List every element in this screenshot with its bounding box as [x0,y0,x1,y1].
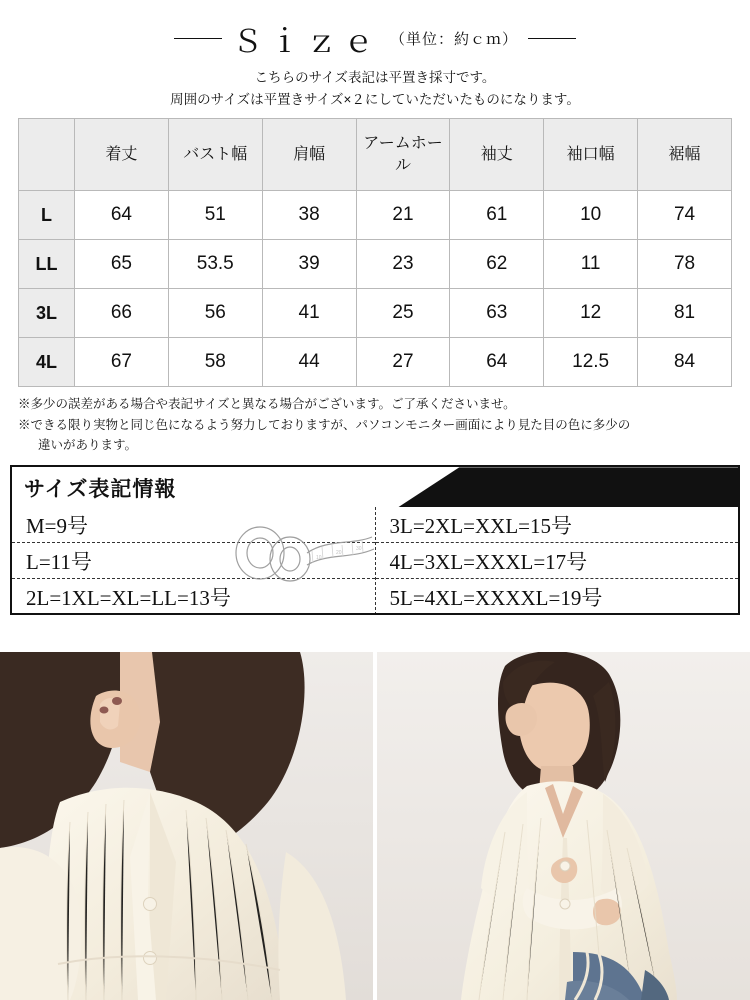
photo-model-closeup[interactable] [0,652,373,1000]
notation-column-left [12,507,376,615]
table-header-row [19,119,732,191]
row-header-size: 4L [19,338,75,387]
cell-armhole: 25 [356,289,450,338]
cell-cuff: 10 [544,191,638,240]
list-item: L=11号 [12,543,375,579]
notation-column-right [376,507,739,615]
cell-cuff: 11 [544,240,638,289]
col-header-corner [19,119,75,191]
table-row [19,289,732,338]
cell-cuff: 12.5 [544,338,638,387]
cell-length: 64 [75,191,169,240]
cell-armhole: 23 [356,240,450,289]
title-rule-right [528,38,576,39]
size-notation-body [12,507,738,615]
cell-sleeve: 63 [450,289,544,338]
svg-text:10: 10 [316,555,322,562]
row-header-size: LL [19,240,75,289]
col-header-bust: バスト幅 [168,119,262,191]
cell-sleeve: 64 [450,338,544,387]
row-header-size: 3L [19,289,75,338]
cell-shoulder: 39 [262,240,356,289]
cell-shoulder: 44 [262,338,356,387]
size-notation-title: サイズ表記情報 [24,477,177,502]
svg-text:20: 20 [336,550,342,557]
cell-bust: 58 [168,338,262,387]
svg-text:30: 30 [356,546,362,553]
title-rule-left [174,38,222,39]
size-notation-header [12,467,738,507]
cell-length: 65 [75,240,169,289]
cell-sleeve: 61 [450,191,544,240]
table-row [19,191,732,240]
col-header-sleeve: 袖丈 [450,119,544,191]
size-table [18,118,732,387]
cell-length: 67 [75,338,169,387]
size-table-container [0,110,750,387]
table-row [19,240,732,289]
size-notation-panel [10,465,740,615]
cell-hem: 81 [638,289,732,338]
cell-hem: 74 [638,191,732,240]
cell-sleeve: 62 [450,240,544,289]
photo-model-full[interactable] [377,652,750,1000]
header-wedge-shape [398,467,738,507]
size-table-body [19,191,732,387]
cell-armhole: 21 [356,191,450,240]
list-item: 4L=3XL=XXXL=17号 [376,543,739,579]
cell-shoulder: 38 [262,191,356,240]
page-title [0,0,750,61]
list-item: 3L=2XL=XXL=15号 [376,507,739,543]
cell-shoulder: 41 [262,289,356,338]
photo-full-illustration [377,652,750,1000]
cell-hem: 78 [638,240,732,289]
table-row [19,338,732,387]
list-item: 2L=1XL=XL=LL=13号 [26,586,231,611]
product-photo-gallery [0,652,750,1000]
cell-bust: 51 [168,191,262,240]
disclaimer-line-2: ※できる限り実物と同じ色になるよう努力しておりますが、パソコンモニター画面により見た目の色に多少の [18,417,631,432]
cell-hem: 84 [638,338,732,387]
cell-bust: 53.5 [168,240,262,289]
disclaimer-line-1: ※多少の誤差がある場合や表記サイズと異なる場合がございます。ご了承くださいませ。 [18,397,516,412]
cell-cuff: 12 [544,289,638,338]
measure-note-2: 周囲のサイズは平置きサイズ×２にしていただいたものになります。 [170,91,580,107]
col-header-length: 着丈 [75,119,169,191]
cell-length: 66 [75,289,169,338]
photo-closeup-illustration [0,652,373,1000]
disclaimer-line-3: 違いがあります。 [38,437,138,452]
row-header-size: L [19,191,75,240]
list-item: M=9号 [12,507,375,543]
col-header-hem: 裾幅 [638,119,732,191]
list-item: 5L=4XL=XXXXL=19号 [389,586,603,611]
col-header-cuff: 袖口幅 [544,119,638,191]
measure-note-1: こちらのサイズ表記は平置き採寸です。 [254,70,496,85]
title-unit-text: （単位：約ｃｍ） [389,31,518,48]
cell-bust: 56 [168,289,262,338]
col-header-armhole: アームホール [356,119,450,191]
col-header-shoulder: 肩幅 [262,119,356,191]
size-table-head [19,119,732,191]
cell-armhole: 27 [356,338,450,387]
title-main-text: Ｓｉｚｅ [231,24,380,59]
disclaimer-block [0,387,750,455]
